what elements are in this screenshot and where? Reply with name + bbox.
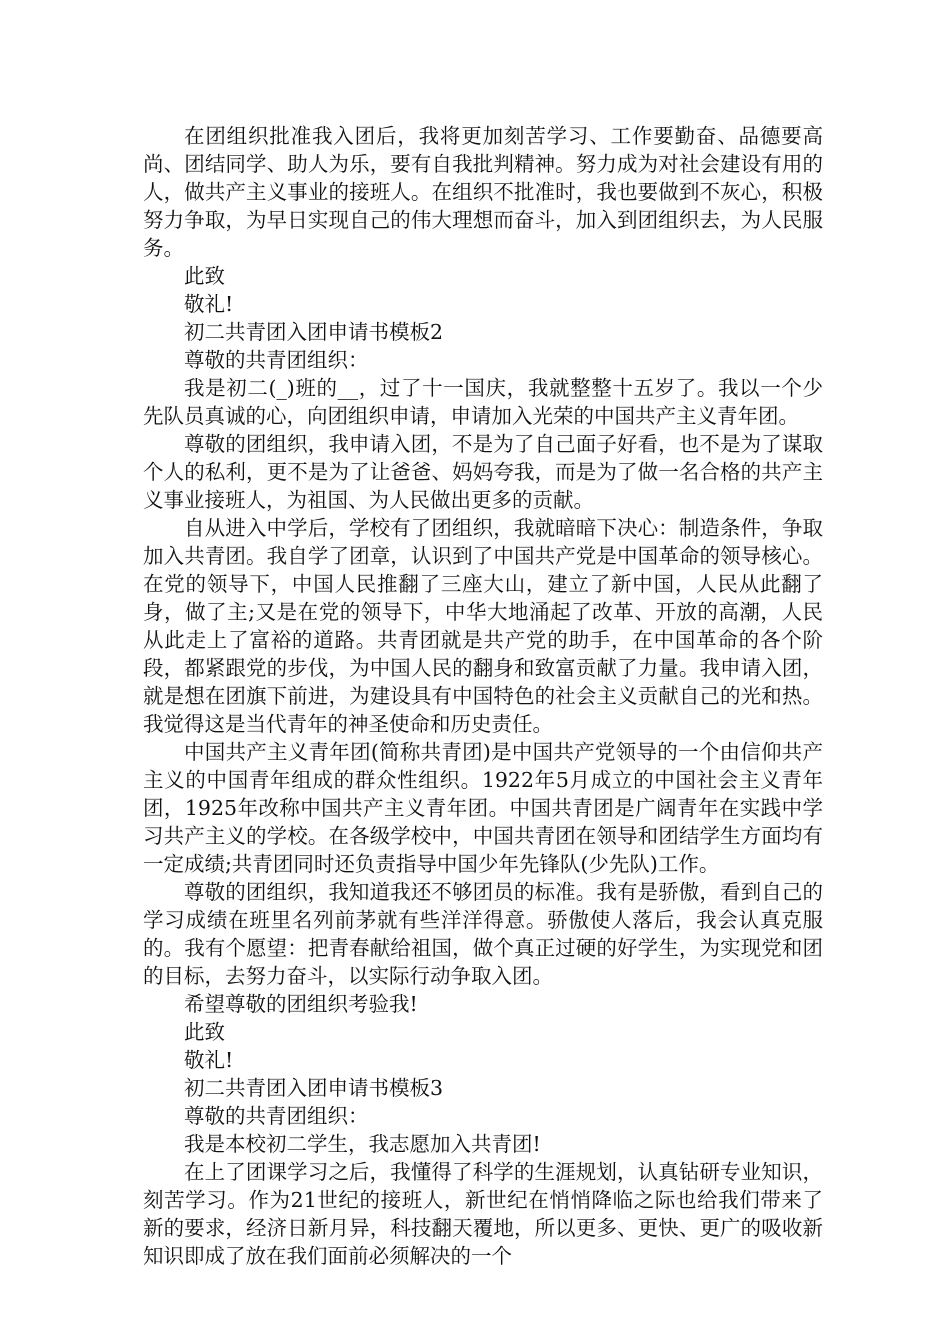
closing-jingli: 敬礼! — [184, 292, 234, 316]
salutation: 尊敬的共青团组织： — [184, 348, 369, 372]
paragraph-motivation: 尊敬的团组织，我申请入团，不是为了自己面子好看，也不是为了谋取个人的私利，更不是为了让爸爸、妈妈夸我，而是为了做一名合格的共产主义事业接班人，为祖国、为人民做出更多的贡献。 — [143, 432, 823, 512]
paragraph-league-info: 中国共产主义青年团(简称共青团)是中国共产党领导的一个由信仰共产主义的中国青年组成的群众性组织。1922年5月成立的中国社会主义青年团，1925年改称中国共产主义青年团。中国共青团是广阔青年在实践中学习共产主义的学校。在各级学校中，中国共青团在领导和团结学生方面均有一定成绩;共青团同时还负责指导中国少年先锋队(少先队)工作。 — [143, 740, 823, 876]
salutation-2: 尊敬的共青团组织： — [184, 1104, 369, 1128]
closing-cizhi: 此致 — [184, 264, 225, 288]
paragraph-intro: 我是初二(_)班的__，过了十一国庆，我就整整十五岁了。我以一个少先队员真诚的心，向团组织申请，申请加入光荣的中国共产主义青年团。 — [143, 376, 823, 428]
hope-line: 希望尊敬的团组织考验我! — [184, 992, 418, 1016]
declaration-line: 我是本校初二学生，我志愿加入共青团! — [184, 1132, 541, 1156]
closing-cizhi-2: 此致 — [184, 1020, 225, 1044]
paragraph-study: 在上了团课学习之后，我懂得了科学的生涯规划，认真钻研专业知识，刻苦学习。作为21世纪的接班人，新世纪在悄悄降临之际也给我们带来了新的要求，经济日新月异，科技翻天覆地，所以更多、更快、更广的吸收新知识即成了放在我们面前必须解决的一个 — [143, 1160, 823, 1268]
paragraph-commitment: 在团组织批准我入团后，我将更加刻苦学习、工作要勤奋、品德要高尚、团结同学、助人为乐，要有自我批判精神。努力成为对社会建设有用的人，做共产主义事业的接班人。在组织不批准时，我也要做到不灰心，积极努力争取，为早日实现自己的伟大理想而奋斗，加入到团组织去，为人民服务。 — [143, 124, 823, 260]
paragraph-understanding: 自从进入中学后，学校有了团组织，我就暗暗下决心：制造条件，争取加入共青团。我自学了团章，认识到了中国共产党是中国革命的领导核心。在党的领导下，中国人民推翻了三座大山，建立了新中国，人民从此翻了身，做了主;又是在党的领导下，中华大地涌起了改革、开放的高潮，人民从此走上了富裕的道路。共青团就是共产党的助手，在中国革命的各个阶段，都紧跟党的步伐，为中国人民的翻身和致富贡献了力量。我申请入团，就是想在团旗下前进，为建设具有中国特色的社会主义贡献自己的光和热。我觉得这是当代青年的神圣使命和历史责任。 — [143, 516, 823, 736]
template-3-title: 初二共青团入团申请书模板3 — [184, 1076, 444, 1100]
document-body — [143, 122, 823, 1270]
closing-jingli-2: 敬礼! — [184, 1048, 234, 1072]
paragraph-self-reflection: 尊敬的团组织，我知道我还不够团员的标准。我有是骄傲，看到自己的学习成绩在班里名列前茅就有些洋洋得意。骄傲使人落后，我会认真克服的。我有个愿望：把青春献给祖国，做个真正过硬的好学生，为实现党和团的目标，去努力奋斗，以实际行动争取入团。 — [143, 880, 823, 988]
template-2-title: 初二共青团入团申请书模板2 — [184, 320, 444, 344]
